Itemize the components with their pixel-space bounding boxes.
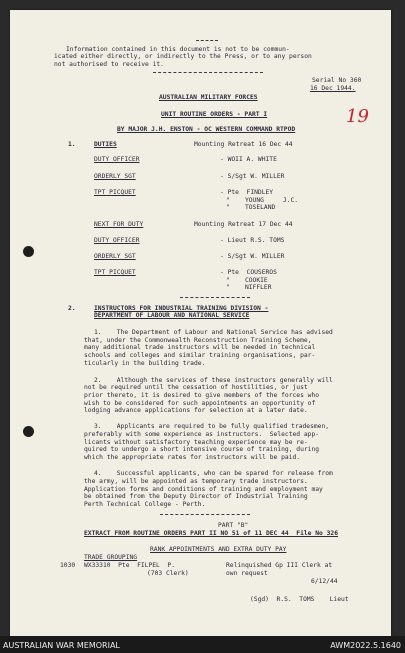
footer-right: AWM2022.5.1640 (330, 641, 401, 650)
duty-value: - Pte COUSEROS (220, 269, 277, 276)
duty-value: - WOII A. WHITE (220, 156, 277, 163)
relinquish-date: 6/12/44 (311, 578, 338, 585)
next-for-duty: NEXT FOR DUTY (94, 221, 144, 228)
punch-hole (23, 426, 34, 437)
paragraph-line: which the appropriate rates for instructors will be paid. (84, 454, 301, 461)
paragraph-line: ticularly in the building trade. (84, 360, 206, 367)
paragraph-line: licants without satisfactory teaching experience may be re- (84, 439, 308, 446)
paragraph-line: not be required until the cessation of hostilities, or just (84, 384, 308, 391)
paragraph-line: wish to be considered for such appointments an opportunity of (84, 400, 316, 407)
duty-value: - S/Sgt W. MILLER (220, 173, 285, 180)
part-b-title: PART "B" (218, 522, 249, 529)
rank-heading: RANK APPOINTMENTS AND EXTRA DUTY PAY (150, 546, 287, 553)
entry-number: 1030 (60, 562, 76, 569)
picquet-name: " YOUNG J.C. (226, 197, 299, 204)
duty-label: ORDERLY SGT (94, 173, 136, 180)
notice-line: Information contained in this document is not to be commun- (66, 46, 290, 53)
footer-left: AUSTRALIAN WAR MEMORIAL (3, 641, 120, 650)
picquet-name: " COOKIE (226, 277, 268, 284)
document-page (10, 10, 391, 636)
mounting-text: Mounting Retreat 17 Dec 44 (194, 221, 293, 228)
paragraph-line: prior thereto, it is desired to give members of the forces who (84, 392, 320, 399)
notice-line: not authorised to receive it. (54, 61, 164, 68)
paragraph-line: 1. The Department of Labour and National Service has advised (94, 329, 333, 336)
paragraph-line: preferably with some experience as instructors. Selected app- (84, 431, 320, 438)
entry-main: WX33310 Pte FILPEL P. (84, 562, 175, 569)
serial-number: Serial No 360 (312, 77, 362, 84)
mounting-text: Mounting Retreat 16 Dec 44 (194, 141, 293, 148)
paragraph-line: 3. Applicants are required to be fully qualified tradesmen, (94, 423, 330, 430)
picquet-name: " TOSELAND (226, 204, 276, 211)
duty-label: DUTY OFFICER (94, 237, 140, 244)
paragraph-line: the army, will be appointed as temporary trade instructors. (84, 478, 308, 485)
divider (153, 72, 263, 73)
section-heading: DEPARTMENT OF LABOUR AND NATIONAL SERVICE (94, 312, 250, 319)
duty-label: DUTY OFFICER (94, 156, 140, 163)
red-handwritten-mark: 19 (346, 106, 369, 127)
notice-line: icated either directly, or indirectly to the Press, or to any person (54, 53, 312, 60)
section-heading: DUTIES (94, 141, 117, 148)
title-line-2: UNIT ROUTINE ORDERS - PART I (161, 111, 268, 118)
title-line-3: BY MAJOR J.H. ENSTON - OC WESTERN COMMAND RTPOD (117, 126, 296, 133)
title-line-1: AUSTRALIAN MILITARY FORCES (159, 94, 258, 101)
signature-line: (Sgd) R.S. TOMS Lieut (250, 596, 349, 603)
paragraph-line: many additional trade instructors will be needed in technical (84, 344, 316, 351)
relinquish-text: own request (226, 570, 268, 577)
trade-grouping: TRADE GROUPING (84, 554, 138, 561)
section-heading: INSTRUCTORS FOR INDUSTRIAL TRAINING DIVISION - (94, 305, 269, 312)
duty-label: TPT PICQUET (94, 189, 136, 196)
picquet-name: " NIFFLER (226, 284, 272, 291)
section-number: 2. (68, 305, 76, 312)
entry-sub: (703 Clerk) (147, 570, 189, 577)
paragraph-line: 4. Successful applicants, who can be spared for release from (94, 470, 333, 477)
duty-value: - Pte FINDLEY (220, 189, 274, 196)
divider (160, 514, 250, 515)
paragraph-line: lodging advance applications for selection at a later date. (84, 407, 308, 414)
punch-hole (23, 246, 34, 257)
divider (180, 297, 250, 298)
footer-bar (0, 636, 405, 653)
divider (196, 40, 218, 41)
paragraph-line: 2. Although the services of these instructors generally will (94, 377, 333, 384)
duty-value: - Lieut R.S. TOMS (220, 237, 285, 244)
paragraph-line: quired to undergo a short intensive course of training, during (84, 446, 320, 453)
relinquish-text: Relinquished Gp III Clerk at (226, 562, 333, 569)
duty-value: - S/Sgt W. MILLER (220, 253, 285, 260)
paragraph-line: be obtained from the Deputy Director of Industrial Training (84, 493, 308, 500)
paragraph-line: Application forms and conditions of training and employment may (84, 486, 323, 493)
duty-label: ORDERLY SGT (94, 253, 136, 260)
paragraph-line: Perth Technical College - Perth. (84, 501, 206, 508)
duty-label: TPT PICQUET (94, 269, 136, 276)
serial-date: 16 Dec 1944. (310, 85, 356, 92)
paragraph-line: that, under the Commonwealth Reconstruction Training Scheme, (84, 337, 312, 344)
extract-line: EXTRACT FROM ROUTINE ORDERS PART II NO 51 of 11 DEC 44 File No 326 (84, 530, 339, 537)
section-number: 1. (68, 141, 76, 148)
paragraph-line: schools and colleges and similar training organisations, par- (84, 352, 316, 359)
